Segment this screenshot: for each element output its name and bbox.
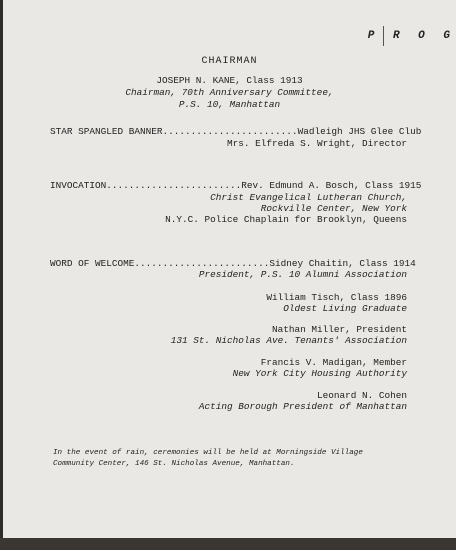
- item-leader-dots: ........................: [162, 126, 298, 137]
- invocation-church: Christ Evangelical Lutheran Church,: [210, 192, 407, 203]
- invocation-chaplain: N.Y.C. Police Chaplain for Brooklyn, Queens: [165, 214, 407, 225]
- program-item-invocation: [50, 180, 421, 192]
- page-bottom-edge: [0, 538, 456, 550]
- item-performer: Rev. Edmund A. Bosch, Class 1915: [241, 180, 422, 191]
- invocation-location: Rockville Center, New York: [260, 203, 407, 214]
- speaker-name: Nathan Miller, President: [271, 324, 407, 335]
- chairman-name: JOSEPH N. KANE, Class 1913: [156, 75, 303, 86]
- chairman-role-2: P.S. 10, Manhattan: [178, 99, 281, 110]
- speaker-role: New York City Housing Authority: [232, 368, 407, 379]
- item-leader-dots: ........................: [106, 180, 242, 191]
- chairman-role-1: Chairman, 70th Anniversary Committee,: [125, 87, 334, 98]
- program-page: [3, 0, 456, 550]
- anthem-director: Mrs. Elfreda S. Wright, Director: [226, 138, 407, 149]
- program-item-anthem: [50, 126, 421, 138]
- item-title: STAR SPANGLED BANNER: [50, 126, 163, 137]
- speaker-role: Acting Borough President of Manhattan: [198, 401, 407, 412]
- chairman-heading: CHAIRMAN: [201, 56, 258, 67]
- speaker-name: William Tisch, Class 1896: [266, 292, 407, 303]
- item-leader-dots: ........................: [134, 258, 270, 269]
- item-performer: Sidney Chaitin, Class 1914: [269, 258, 416, 269]
- rain-notice: In the event of rain, ceremonies will be held at Morningside Village Community Center, 146 St. Nicholas Avenue, Manhattan.: [53, 449, 363, 468]
- item-title: WORD OF WELCOME: [50, 258, 135, 269]
- speaker-role: 131 St. Nicholas Ave. Tenants' Association: [170, 335, 407, 346]
- item-performer: Wadleigh JHS Glee Club: [297, 126, 422, 137]
- program-header: P R O G: [367, 30, 456, 42]
- speaker-role: Oldest Living Graduate: [283, 303, 407, 314]
- welcome-role: President, P.S. 10 Alumni Association: [198, 269, 407, 280]
- speaker-name: Francis V. Madigan, Member: [260, 357, 407, 368]
- item-title: INVOCATION: [50, 180, 107, 191]
- speaker-name: Leonard N. Cohen: [316, 390, 407, 401]
